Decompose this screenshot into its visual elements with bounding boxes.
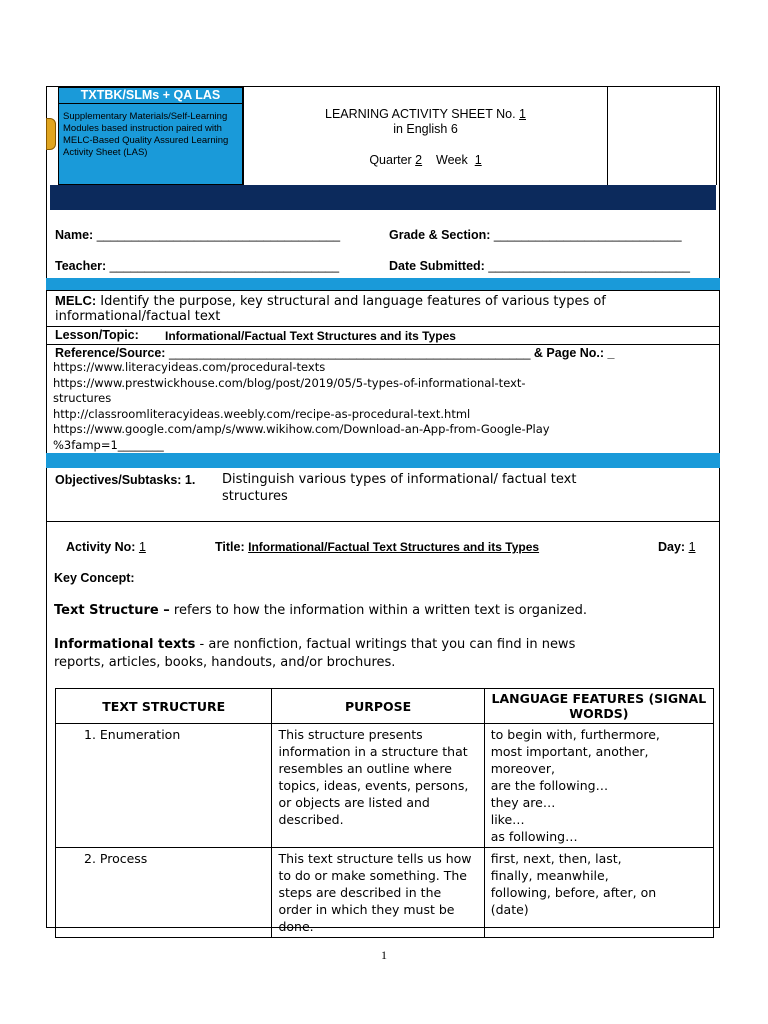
informational-texts-term: Informational texts — [54, 637, 196, 652]
subject-line: in English 6 — [393, 122, 458, 136]
activity-title: Title: Informational/Factual Text Structures and its Types — [215, 540, 540, 554]
lesson-label: Lesson/Topic: — [55, 328, 139, 342]
week-value: 1 — [474, 153, 482, 167]
activity-number: Activity No: 1 — [66, 540, 146, 554]
reference-url[interactable]: structures — [53, 391, 112, 405]
melc-line-1: MELC: Identify the purpose, key structural and language features of various types of — [55, 293, 606, 309]
divider — [46, 344, 720, 345]
date-submitted-field[interactable]: _____________________________ — [488, 259, 690, 273]
reference-label: Reference/Source: ____________________________________________________ & Page No.: _ — [55, 346, 615, 360]
badge-description: Supplementary Materials/Self-Learning Modules based instruction paired with MELC-Based Quality Assured Learning Activity Sheet (LAS) — [58, 104, 243, 185]
page-number: 1 — [381, 948, 387, 962]
name-label: Name: ___________________________________ — [55, 228, 341, 242]
reference-url[interactable]: http://classroomliteracyideas.weebly.com/recipe-as-procedural-text.html — [53, 406, 471, 421]
grade-section-label: Grade & Section: ___________________________ — [389, 228, 682, 242]
features-cell: first, next, then, last, finally, meanwhile, following, before, after, on (date) — [484, 848, 713, 938]
badge-title: TXTBK/SLMs + QA LAS — [58, 87, 243, 104]
structure-cell: 2. Process — [56, 848, 272, 938]
sheet-number: 1 — [519, 107, 526, 121]
teacher-label: Teacher: _________________________________ — [55, 259, 340, 273]
objectives-label: Objectives/Subtasks: 1. — [55, 473, 196, 487]
column-header: PURPOSE — [272, 689, 484, 724]
section-divider-strip — [46, 453, 720, 468]
section-divider-strip — [46, 278, 720, 290]
objective-line-2: structures — [222, 489, 288, 504]
name-field[interactable]: ___________________________________ — [96, 228, 341, 242]
reference-url[interactable]: https://www.google.com/amp/s/www.wikihow.com/Download-an-App-from-Google-Play — [53, 422, 550, 436]
informational-texts-definition: Informational texts - are nonfiction, factual writings that you can find in news reports, articles, books, handouts, and/or brochures. — [54, 637, 576, 670]
grade-section-field[interactable]: ___________________________ — [493, 228, 682, 242]
divider — [46, 326, 720, 327]
lesson-topic: Informational/Factual Text Structures and its Types — [165, 329, 456, 343]
text-structure-table — [55, 688, 714, 938]
divider — [46, 521, 720, 522]
table-row — [56, 848, 714, 938]
date-submitted-label: Date Submitted: _____________________________ — [389, 259, 690, 273]
header-navy-bar — [50, 185, 716, 210]
melc-label: MELC: — [55, 293, 97, 308]
page-no-label: & Page No.: _ — [533, 346, 615, 360]
text-structure-term: Text Structure – — [54, 603, 170, 618]
activity-day: Day: 1 — [658, 540, 696, 554]
reference-url[interactable]: https://www.literacyideas.com/procedural-texts — [53, 360, 326, 374]
features-cell: to begin with, furthermore, most important, another, moreover, are the following… they are… like… as following… — [484, 724, 713, 848]
reference-url[interactable]: https://www.prestwickhouse.com/blog/post/2019/05/5-types-of-informational-text- — [53, 375, 526, 390]
sheet-title: LEARNING ACTIVITY SHEET No. 1 — [325, 107, 526, 121]
divider — [46, 290, 720, 291]
header-badge-cell — [50, 87, 244, 185]
teacher-field[interactable]: _________________________________ — [109, 259, 340, 273]
header-title-cell — [244, 87, 607, 185]
purpose-cell: This structure presents information in a structure that resembles an outline where topics, ideas, events, persons, or objects are listed and described. — [272, 724, 484, 848]
column-header: TEXT STRUCTURE — [56, 689, 272, 724]
reference-url[interactable]: %3famp=1________ — [53, 437, 164, 452]
text-structure-definition: Text Structure – refers to how the information within a written text is organized. — [54, 603, 588, 618]
key-concept-label: Key Concept: — [54, 571, 135, 585]
structure-cell: 1. Enumeration — [56, 724, 272, 848]
melc-line-2: informational/factual text — [55, 309, 221, 324]
objective-line-1: Distinguish various types of informational/ factual text — [222, 472, 577, 487]
reference-url-list — [53, 360, 550, 453]
purpose-cell: This text structure tells us how to do or make something. The steps are described in the order in which they must be done. — [272, 848, 484, 938]
header-right-cell — [607, 87, 717, 185]
quarter-value: 2 — [415, 153, 423, 167]
column-header: LANGUAGE FEATURES (SIGNAL WORDS) — [484, 689, 713, 724]
quarter-week-line: Quarter 2 Week 1 — [369, 153, 482, 167]
table-row — [56, 724, 714, 848]
